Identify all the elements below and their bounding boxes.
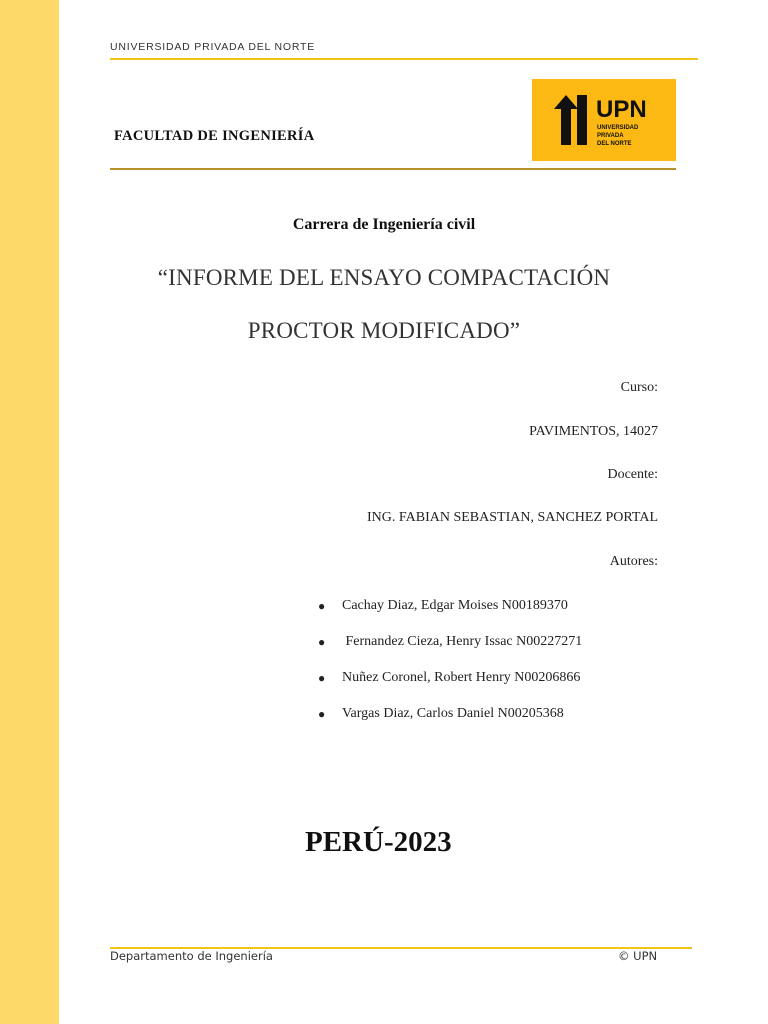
author-name: Fernandez Cieza, Henry Issac N00227271 xyxy=(342,634,583,649)
course-value: PAVIMENTOS, 14027 xyxy=(529,424,658,439)
logo-sub-line-2: PRIVADA xyxy=(597,133,624,139)
bullet-icon: ● xyxy=(318,635,326,649)
author-name: Vargas Diaz, Carlos Daniel N00205368 xyxy=(342,706,564,721)
bullet-icon: ● xyxy=(318,671,326,685)
logo-bar-right xyxy=(577,95,587,145)
logo-arrow-left xyxy=(554,95,578,145)
footer-copyright: © UPN xyxy=(618,949,658,963)
authors-list xyxy=(318,597,582,741)
list-item xyxy=(318,633,582,669)
logo-brand: UPN xyxy=(596,96,647,123)
career-title: Carrera de Ingeniería civil xyxy=(292,216,476,233)
report-title-line-1: “INFORME DEL ENSAYO COMPACTACIÓN xyxy=(157,265,611,290)
logo-sub-line-1: UNIVERSIDAD xyxy=(597,125,639,131)
footer-department: Departamento de Ingeniería xyxy=(110,949,273,963)
bullet-icon: ● xyxy=(318,707,326,721)
teacher-label: Docente: xyxy=(607,467,658,482)
authors-label: Autores: xyxy=(609,554,658,569)
upn-logo xyxy=(532,79,676,161)
report-title-line-2: PROCTOR MODIFICADO” xyxy=(247,318,521,343)
author-name: Nuñez Coronel, Robert Henry N00206866 xyxy=(342,670,581,685)
list-item xyxy=(318,597,582,633)
header-university: UNIVERSIDAD PRIVADA DEL NORTE xyxy=(110,41,316,53)
upn-logo-graphic xyxy=(532,79,676,161)
course-label: Curso: xyxy=(620,380,658,395)
author-name: Cachay Diaz, Edgar Moises N00189370 xyxy=(342,598,568,613)
side-color-bar xyxy=(0,0,59,1024)
header-rule xyxy=(110,58,698,60)
logo-sub-line-3: DEL NORTE xyxy=(597,141,632,147)
list-item xyxy=(318,705,582,741)
teacher-value: ING. FABIAN SEBASTIAN, SANCHEZ PORTAL xyxy=(366,510,658,525)
header-divider xyxy=(110,168,676,170)
faculty-title: FACULTAD DE INGENIERÍA xyxy=(114,128,315,144)
list-item xyxy=(318,669,582,705)
bullet-icon: ● xyxy=(318,599,326,613)
place-year: PERÚ-2023 xyxy=(305,826,452,858)
